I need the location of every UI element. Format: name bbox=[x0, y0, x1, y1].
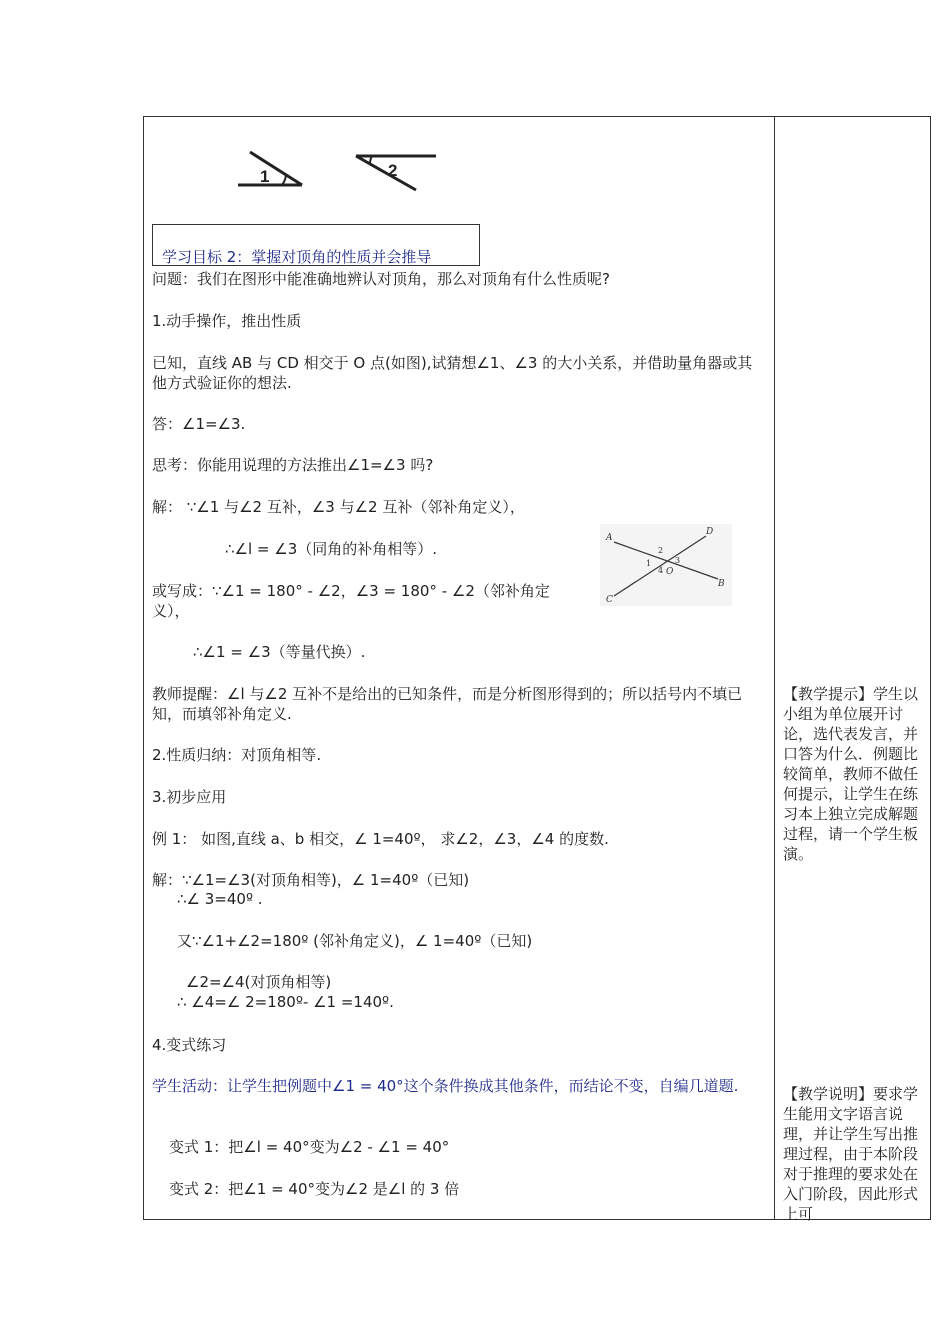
angle-2-label: 2 bbox=[388, 161, 398, 180]
label-D: D bbox=[706, 527, 714, 537]
angle-1-label: 1 bbox=[260, 167, 270, 186]
step-4-heading: 4.变式练习 bbox=[152, 1036, 227, 1054]
example-solution-4: ∠2=∠4(对顶角相等) bbox=[186, 973, 332, 991]
step-1-heading: 1.动手操作，推出性质 bbox=[152, 312, 302, 330]
column-divider bbox=[774, 116, 775, 1220]
solution-line-2: ∴∠l = ∠3（同角的补角相等）. bbox=[225, 540, 438, 558]
teacher-reminder: 教师提醒：∠l 与∠2 互补不是给出的已知条件，而是分析图形得到的；所以括号内不填已知，而填邻补角定义. bbox=[152, 685, 743, 723]
angle-num-2: 2 bbox=[658, 546, 664, 555]
example-1: 例 1： 如图,直线 a、b 相交，∠ 1=40º， 求∠2，∠3，∠4 的度数. bbox=[152, 830, 609, 848]
example-solution-5: ∴ ∠4=∠ 2=180º- ∠1 =140º. bbox=[177, 993, 394, 1011]
alternative-line-2: ∴∠1 = ∠3（等量代换）. bbox=[193, 643, 366, 661]
question-text: 问题：我们在图形中能准确地辨认对顶角，那么对顶角有什么性质呢? bbox=[152, 270, 610, 288]
label-B: B bbox=[718, 579, 725, 589]
example-solution-1: 解：∵∠1=∠3(对顶角相等)，∠ 1=40º（已知) bbox=[152, 871, 470, 889]
answer-text: 答：∠1=∠3. bbox=[152, 415, 246, 433]
step-3-heading: 3.初步应用 bbox=[152, 788, 227, 806]
angle-num-3: 3 bbox=[675, 556, 681, 565]
angle-num-4: 4 bbox=[658, 566, 664, 575]
intersecting-lines-figure bbox=[600, 524, 732, 606]
think-text: 思考：你能用说理的方法推出∠1=∠3 吗? bbox=[152, 456, 434, 474]
given-text: 已知，直线 AB 与 CD 相交于 O 点(如图),试猜想∠1、∠3 的大小关系，并借助量角器或其他方式验证你的想法. bbox=[152, 354, 753, 392]
variant-1: 变式 1：把∠l = 40°变为∠2 - ∠1 = 40° bbox=[169, 1138, 450, 1156]
teaching-note: 【教学说明】要求学生能用文字语言说理，并让学生写出推理过程，由于本阶段对于推理的要求处在入门阶段，因此形式上可 bbox=[783, 1085, 919, 1223]
teaching-hint: 【教学提示】学生以小组为单位展开讨论，选代表发言，并口答为什么．例题比较简单，教师不做任何提示，让学生在练习本上独立完成解题过程，请一个学生板演。 bbox=[783, 685, 919, 863]
angle-num-1: 1 bbox=[646, 559, 652, 568]
example-solution-2: ∴∠ 3=40º . bbox=[177, 890, 263, 908]
label-O: O bbox=[666, 567, 674, 577]
solution-line-1: 解： ∵∠1 与∠2 互补，∠3 与∠2 互补（邻补角定义）， bbox=[152, 498, 525, 516]
variant-2: 变式 2：把∠1 = 40°变为∠2 是∠l 的 3 倍 bbox=[169, 1180, 460, 1198]
student-activity: 学生活动：让学生把例题中∠1 = 40°这个条件换成其他条件，而结论不变，自编几道题. bbox=[152, 1077, 739, 1095]
step-2-heading: 2.性质归纳：对顶角相等. bbox=[152, 746, 322, 764]
angle-1-figure bbox=[232, 148, 312, 192]
alternative-line-1: 或写成：∵∠1 = 180° - ∠2，∠3 = 180° - ∠2（邻补角定义）， bbox=[152, 582, 550, 620]
angle-2-figure bbox=[350, 148, 440, 194]
label-A: A bbox=[606, 533, 613, 543]
learning-goal-2: 学习目标 2：掌握对顶角的性质并会推导 bbox=[162, 248, 432, 266]
example-solution-3: 又∵∠1+∠2=180º (邻补角定义)，∠ 1=40º（已知) bbox=[177, 932, 533, 950]
label-C: C bbox=[606, 595, 613, 605]
